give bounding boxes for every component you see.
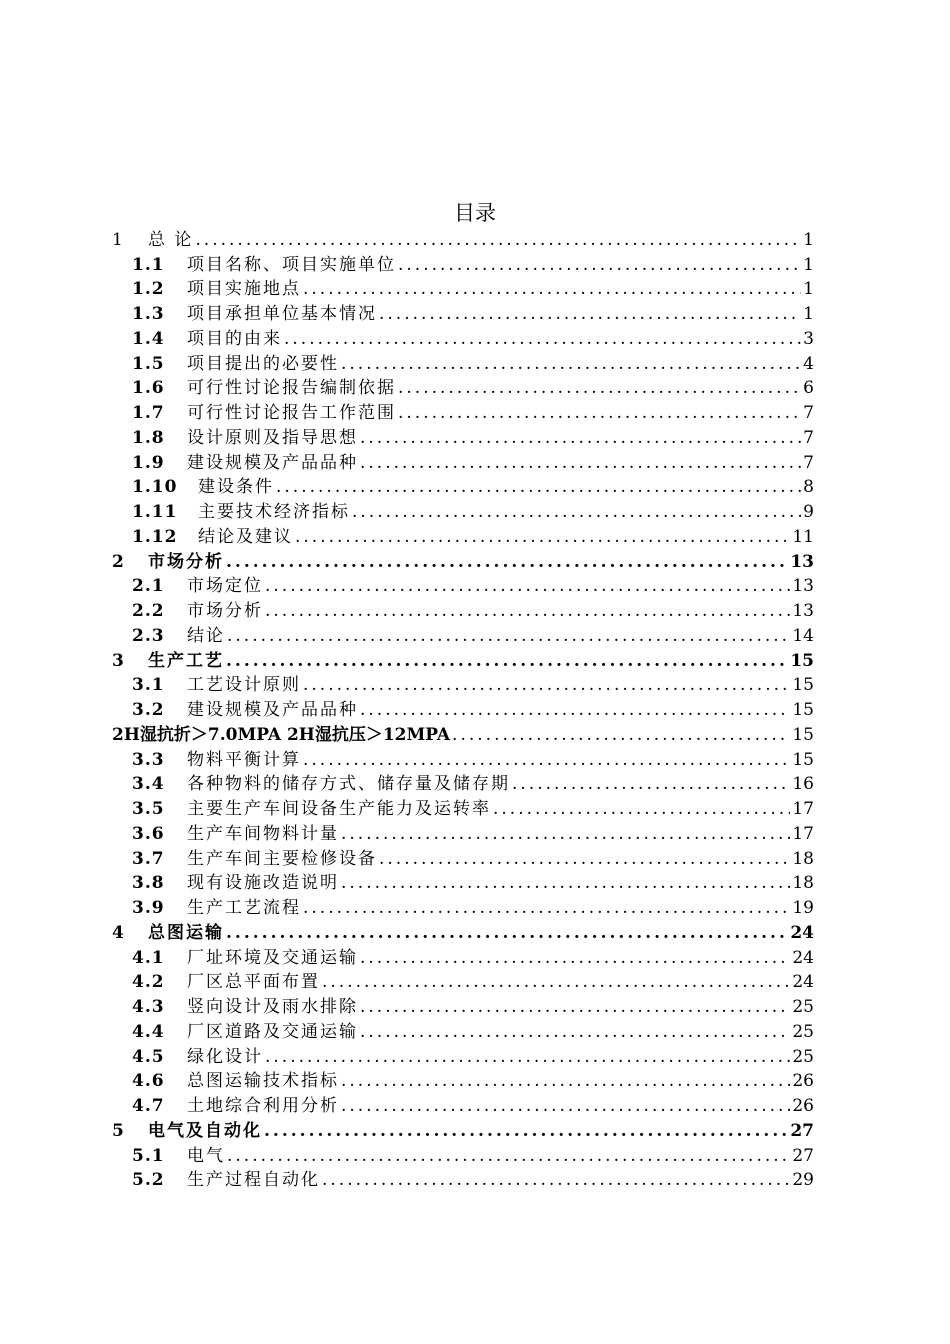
- toc-entry[interactable]: [112, 919, 814, 944]
- toc-entry-page: 26: [792, 1071, 814, 1092]
- toc-entry[interactable]: [112, 894, 814, 919]
- toc-entry[interactable]: [112, 1018, 814, 1043]
- toc-entry-number: 3.8: [132, 873, 165, 894]
- toc-entry[interactable]: [112, 350, 814, 375]
- toc-entry-number: 4: [112, 922, 125, 943]
- toc-entry-page: 13: [792, 601, 814, 621]
- toc-entry-number: 1.8: [132, 427, 165, 448]
- toc-dot-leader: [265, 575, 790, 597]
- page-title: 目录: [454, 201, 496, 225]
- toc-entry-title: 总 论: [148, 229, 194, 250]
- toc-entry-page: 27: [792, 1145, 814, 1166]
- toc-dot-leader: [227, 625, 790, 647]
- toc-entry[interactable]: [112, 845, 814, 870]
- toc-entry-page: 11: [792, 526, 814, 547]
- toc-dot-leader: [452, 724, 790, 746]
- toc-entry-title: 各种物料的储存方式、储存量及储存期: [187, 774, 510, 795]
- toc-entry-title: 生产过程自动化: [187, 1170, 320, 1191]
- toc-dot-leader: [341, 1095, 790, 1117]
- toc-dot-leader: [379, 303, 801, 325]
- toc-dot-leader: [276, 476, 801, 498]
- toc-dot-leader: [379, 848, 790, 870]
- toc-entry-number: 1.11: [132, 502, 178, 522]
- toc-entry-number: 5.2: [132, 1170, 165, 1191]
- toc-entry[interactable]: [112, 597, 814, 622]
- toc-entry-page: 14: [792, 625, 814, 646]
- toc-dot-leader: [295, 526, 790, 548]
- toc-entry-page: 17: [792, 799, 814, 819]
- toc-dot-leader: [303, 278, 801, 300]
- toc-entry-number: 2.2: [132, 601, 165, 621]
- toc-entry-page: 13: [792, 576, 814, 597]
- toc-dot-leader: [398, 402, 801, 424]
- toc-entry-number: 3.2: [132, 700, 165, 720]
- toc-entry-page: 25: [792, 997, 814, 1017]
- toc-entry-title: 电气及自动化: [148, 1120, 262, 1141]
- toc-entry-title: 生产工艺: [148, 650, 224, 671]
- toc-dot-leader: [341, 823, 790, 845]
- toc-entry[interactable]: [112, 573, 814, 598]
- toc-entry[interactable]: [112, 1068, 814, 1093]
- toc-dot-leader: [360, 996, 790, 1018]
- toc-entry-page: 1: [803, 229, 814, 250]
- toc-entry-number: 5: [112, 1120, 125, 1141]
- toc-entry-page: 3: [803, 328, 814, 349]
- toc-entry-title: 生产工艺流程: [187, 898, 301, 918]
- toc-entry-title: 项目的由来: [187, 328, 282, 349]
- toc-entry-page: 7: [803, 452, 814, 473]
- toc-dot-leader: [226, 922, 788, 944]
- toc-entry[interactable]: [112, 523, 814, 548]
- toc-dot-leader: [265, 600, 790, 622]
- toc-entry-number: 4.6: [132, 1071, 165, 1092]
- toc-entry-title: 2H湿抗折＞7.0MPA 2H湿抗压＞12MPA: [112, 724, 451, 745]
- toc-entry-title: 厂址环境及交通运输: [187, 947, 358, 968]
- toc-entry-page: 13: [790, 551, 814, 572]
- toc-entry[interactable]: [112, 325, 814, 350]
- toc-entry-page: 25: [792, 1046, 814, 1067]
- toc-entry-number: 4.4: [132, 1021, 165, 1042]
- toc-entry[interactable]: [112, 870, 814, 895]
- toc-entry-title: 可行性讨论报告工作范围: [187, 403, 396, 423]
- toc-dot-leader: [341, 353, 801, 375]
- toc-entry-page: 29: [792, 1170, 814, 1191]
- toc-entry[interactable]: [112, 251, 814, 276]
- toc-entry[interactable]: [112, 474, 814, 499]
- toc-entry[interactable]: [112, 771, 814, 796]
- toc-entry-title: 市场定位: [187, 576, 263, 597]
- toc-entry[interactable]: [112, 820, 814, 845]
- toc-entry-title: 现有设施改造说明: [187, 873, 339, 894]
- toc-entry-number: 1.4: [132, 328, 165, 349]
- toc-entry-number: 1.2: [132, 279, 165, 300]
- toc-entry[interactable]: [112, 449, 814, 474]
- toc-entry-title: 厂区道路及交通运输: [187, 1021, 358, 1042]
- toc-entry-number: 3.3: [132, 749, 165, 770]
- toc-entry-number: 3.5: [132, 799, 165, 819]
- toc-entry-page: 19: [792, 898, 814, 918]
- toc-entry-title: 项目提出的必要性: [187, 353, 339, 374]
- toc-entry[interactable]: [112, 399, 814, 424]
- toc-entry[interactable]: [112, 1043, 814, 1068]
- toc-entry-number: 1.7: [132, 403, 165, 423]
- toc-entry-number: 1.3: [132, 304, 165, 324]
- toc-dot-leader: [398, 377, 801, 399]
- toc-entry-title: 主要技术经济指标: [198, 502, 350, 522]
- toc-entry-number: 1.5: [132, 353, 165, 374]
- toc-entry-title: 设计原则及指导思想: [187, 427, 358, 448]
- toc-entry-number: 4.5: [132, 1046, 165, 1067]
- toc-dot-leader: [352, 501, 801, 523]
- toc-dot-leader: [360, 947, 790, 969]
- toc-dot-leader: [303, 674, 790, 696]
- toc-entry-page: 24: [790, 922, 814, 943]
- toc-dot-leader: [322, 971, 790, 993]
- toc-entry[interactable]: [112, 969, 814, 994]
- toc-entry[interactable]: [112, 1117, 814, 1142]
- toc-entry-number: 1.9: [132, 452, 165, 473]
- toc-dot-leader: [398, 254, 801, 276]
- toc-entry-title: 可行性讨论报告编制依据: [187, 378, 396, 399]
- toc-entry-page: 26: [792, 1096, 814, 1116]
- toc-entry-number: 4.7: [132, 1096, 165, 1116]
- toc-entry-title: 结论及建议: [198, 526, 293, 547]
- toc-entry-number: 3.6: [132, 823, 165, 844]
- toc-dot-leader: [195, 229, 801, 251]
- toc-entry-title: 市场分析: [148, 551, 224, 572]
- toc-entry-number: 1.10: [132, 477, 178, 498]
- toc-entry-title: 竖向设计及雨水排除: [187, 997, 358, 1017]
- toc-dot-leader: [341, 872, 790, 894]
- toc-entry[interactable]: [112, 672, 814, 697]
- toc-entry-title: 绿化设计: [187, 1046, 263, 1067]
- toc-entry[interactable]: [112, 548, 814, 573]
- toc-entry-number: 4.1: [132, 947, 165, 968]
- toc-entry[interactable]: [112, 1167, 814, 1192]
- toc-entry-page: 24: [792, 947, 814, 968]
- toc-entry[interactable]: [112, 375, 814, 400]
- toc-entry-number: 3.7: [132, 848, 165, 869]
- toc-entry-number: 4.2: [132, 972, 165, 993]
- toc-entry[interactable]: [112, 1092, 814, 1117]
- toc-entry-page: 15: [792, 749, 814, 770]
- toc-entry-title: 物料平衡计算: [187, 749, 301, 770]
- toc-dot-leader: [303, 897, 790, 919]
- toc-entry-title: 结论: [187, 625, 225, 646]
- toc-dot-leader: [284, 328, 801, 350]
- toc-dot-leader: [264, 1120, 788, 1142]
- toc-entry[interactable]: [112, 944, 814, 969]
- toc-entry[interactable]: [112, 795, 814, 820]
- toc-entry-number: 1: [112, 229, 124, 250]
- toc-entry-page: 9: [803, 502, 814, 522]
- toc-entry-title: 项目名称、项目实施单位: [187, 254, 396, 275]
- toc-entry[interactable]: [112, 647, 814, 672]
- toc-entry[interactable]: [112, 1142, 814, 1167]
- toc-entry-number: 3: [112, 650, 125, 671]
- toc-entry-page: 1: [803, 304, 814, 324]
- toc-entry[interactable]: [112, 424, 814, 449]
- toc-entry[interactable]: [112, 276, 814, 301]
- toc-dot-leader: [341, 1070, 790, 1092]
- toc-entry-page: 25: [792, 1021, 814, 1042]
- toc-entry-title: 工艺设计原则: [187, 675, 301, 696]
- toc-entry[interactable]: [112, 622, 814, 647]
- toc-entry-page: 18: [792, 873, 814, 894]
- toc-entry-page: 24: [792, 972, 814, 993]
- toc-entry-title: 土地综合利用分析: [187, 1096, 339, 1116]
- toc-entry[interactable]: [112, 498, 814, 523]
- toc-entry-page: 1: [803, 279, 814, 300]
- toc-entry[interactable]: [112, 300, 814, 325]
- toc-entry-page: 27: [790, 1120, 814, 1141]
- toc-dot-leader: [303, 749, 790, 771]
- toc-entry-title: 建设条件: [198, 477, 274, 498]
- toc-dot-leader: [360, 699, 790, 721]
- toc-entry-title: 项目承担单位基本情况: [187, 304, 377, 324]
- table-of-contents: [112, 226, 814, 1191]
- toc-entry-number: 4.3: [132, 997, 165, 1017]
- toc-entry-title: 生产车间物料计量: [187, 823, 339, 844]
- toc-dot-leader: [227, 1145, 790, 1167]
- toc-dot-leader: [265, 1046, 790, 1068]
- toc-entry-page: 1: [803, 254, 814, 275]
- toc-dot-leader: [226, 551, 788, 573]
- toc-entry-number: 2: [112, 551, 125, 572]
- toc-entry-page: 15: [792, 700, 814, 720]
- toc-entry-number: 3.1: [132, 675, 165, 696]
- toc-entry-page: 17: [792, 823, 814, 844]
- toc-dot-leader: [226, 650, 788, 672]
- toc-dot-leader: [360, 1021, 790, 1043]
- toc-entry-title: 建设规模及产品品种: [187, 700, 358, 720]
- toc-entry-number: 1.6: [132, 378, 165, 399]
- toc-entry-title: 主要生产车间设备生产能力及运转率: [187, 799, 491, 819]
- toc-entry[interactable]: [112, 226, 814, 251]
- toc-entry-title: 生产车间主要检修设备: [187, 848, 377, 869]
- toc-entry-title: 厂区总平面布置: [187, 972, 320, 993]
- toc-dot-leader: [360, 452, 801, 474]
- toc-entry-number: 2.3: [132, 625, 165, 646]
- toc-entry-title: 项目实施地点: [187, 279, 301, 300]
- toc-entry[interactable]: [112, 993, 814, 1018]
- toc-entry[interactable]: [112, 696, 814, 721]
- toc-entry-page: 6: [803, 378, 814, 399]
- toc-entry-page: 18: [792, 848, 814, 869]
- toc-entry-number: 5.1: [132, 1145, 165, 1166]
- toc-dot-leader: [493, 798, 790, 820]
- toc-entry-title: 市场分析: [187, 601, 263, 621]
- toc-entry-page: 8: [803, 477, 814, 498]
- toc-dot-leader: [360, 427, 801, 449]
- toc-entry-number: 3.4: [132, 774, 165, 795]
- toc-entry-number: 2.1: [132, 576, 165, 597]
- toc-entry-page: 4: [803, 353, 814, 374]
- toc-entry-page: 16: [792, 774, 814, 795]
- toc-dot-leader: [512, 773, 790, 795]
- toc-entry-title: 总图运输技术指标: [187, 1071, 339, 1092]
- toc-entry-number: 1.12: [132, 526, 178, 547]
- toc-entry-title: 建设规模及产品品种: [187, 452, 358, 473]
- toc-entry-page: 15: [790, 650, 814, 671]
- toc-entry-number: 1.1: [132, 254, 165, 275]
- toc-entry[interactable]: [112, 746, 814, 771]
- toc-entry-page: 15: [792, 675, 814, 696]
- toc-entry-number: 3.9: [132, 898, 165, 918]
- toc-entry-page: 15: [792, 724, 814, 745]
- toc-entry[interactable]: [112, 721, 814, 746]
- toc-entry-page: 7: [803, 403, 814, 423]
- toc-entry-page: 7: [803, 427, 814, 448]
- toc-entry-title: 总图运输: [148, 922, 224, 943]
- toc-dot-leader: [322, 1169, 790, 1191]
- toc-entry-title: 电气: [187, 1145, 225, 1166]
